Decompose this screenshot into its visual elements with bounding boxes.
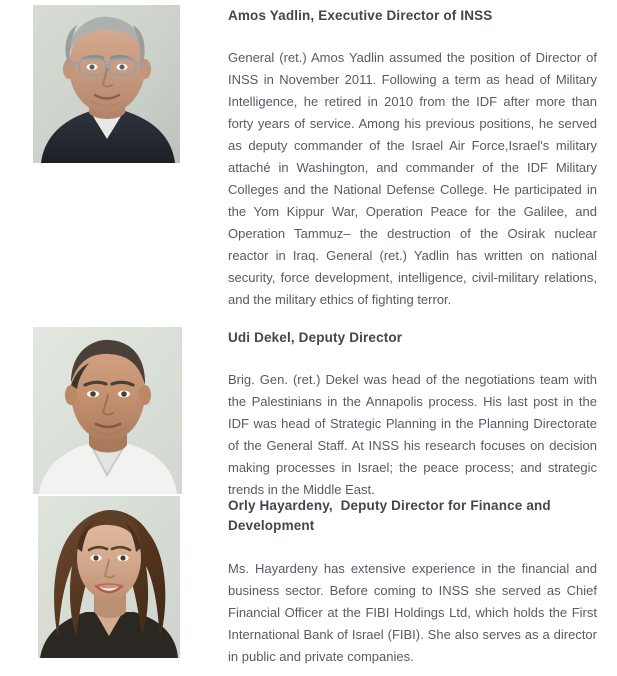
bio-text-block [228, 328, 601, 501]
portrait-image [38, 496, 180, 658]
portrait-photo-udi-dekel [33, 327, 182, 494]
portrait-photo-amos-yadlin [33, 5, 180, 163]
bio-description: Brig. Gen. (ret.) Dekel was head of the negotiations team with the Palestinians in the Annapolis process. His last post in the IDF was head of Strategic Planning in the Planning Directorate of the General Staff. At INSS his research focuses on decision making processes in Israel; the peace process; and strategic trends in the Middle East. [228, 372, 601, 497]
bio-text-block [228, 496, 601, 668]
portrait-image [33, 327, 182, 494]
portrait-photo-orly-hayardeny [38, 496, 180, 658]
bio-description: General (ret.) Amos Yadlin assumed the position of Director of INSS in November 2011. Following a term as head of Military Intelligence, he retired in 2010 from the IDF after more than forty years of service. Among his previous positions, he served as deputy commander of the Israel Air Force,Israel's military attaché in Washington, and commander of the IDF Military Colleges and the National Defense College. He participated in the Yom Kippur War, Operation Peace for the Galilee, and Operation Tammuz– the destruction of the Osirak nuclear reactor in Iraq. General (ret.) Yadlin has written on national security, force development, intelligence, civil-military relations, and the military ethics of fighting terror. [228, 50, 601, 307]
bio-name-heading: Orly Hayardeny, Deputy Director for Finance and Development [228, 498, 555, 533]
bio-name-heading: Amos Yadlin, Executive Director of INSS [228, 8, 493, 23]
bio-text-block [228, 6, 601, 311]
bio-name-heading: Udi Dekel, Deputy Director [228, 330, 403, 345]
portrait-image [33, 5, 180, 163]
bio-description: Ms. Hayardeny has extensive experience in the financial and business sector. Before coming to INSS she served as Chief Financial Officer at the FIBI Holdings Ltd, which holds the First International Bank of Israel (FIBI). She also serves as a director in public and private companies. [228, 561, 601, 664]
